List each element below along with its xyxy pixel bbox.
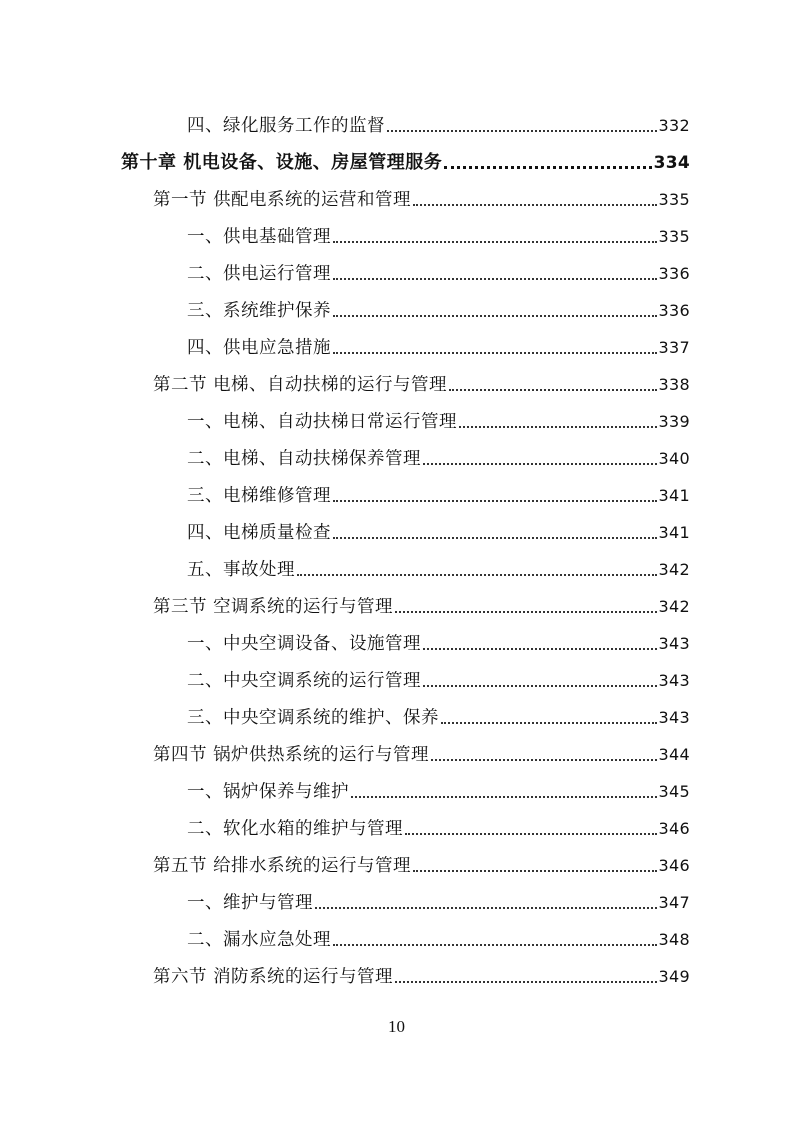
toc-entry-page: 346 [658, 819, 690, 838]
toc-entry[interactable] [187, 396, 690, 433]
toc-entry-title: 三、系统维护保养 [187, 301, 331, 321]
dot-leader [315, 907, 657, 909]
toc-entry-title: 三、中央空调系统的维护、保养 [187, 708, 439, 728]
dot-leader [441, 722, 657, 724]
toc-entry-page: 335 [658, 227, 690, 246]
toc-entry-page: 342 [658, 560, 690, 579]
toc-entry-page: 344 [658, 745, 690, 764]
toc-entry-page: 341 [658, 523, 690, 542]
dot-leader [351, 796, 657, 798]
page-number: 10 [388, 1017, 405, 1036]
toc-entry[interactable] [187, 914, 690, 951]
toc-entry-page: 341 [658, 486, 690, 505]
toc-entry[interactable] [187, 803, 690, 840]
dot-leader [413, 870, 656, 872]
dot-leader [423, 685, 657, 687]
toc-entry[interactable] [153, 840, 690, 877]
toc-entry-page: 332 [658, 116, 690, 135]
toc-entry-page: 343 [658, 708, 690, 727]
dot-leader [297, 574, 657, 576]
toc-entry[interactable] [121, 137, 690, 174]
toc-entry[interactable] [187, 248, 690, 285]
toc-entry-title: 第四节 锅炉供热系统的运行与管理 [153, 745, 430, 765]
dot-leader [459, 426, 657, 428]
toc-entry[interactable] [153, 174, 690, 211]
toc-entry-title: 二、中央空调系统的运行管理 [187, 671, 421, 691]
dot-leader [333, 315, 657, 317]
toc-entry-page: 338 [658, 375, 690, 394]
toc-entry-page: 343 [658, 671, 690, 690]
toc-entry[interactable] [187, 618, 690, 655]
toc-entry-title: 第一节 供配电系统的运营和管理 [153, 190, 412, 210]
toc-entry-title: 第六节 消防系统的运行与管理 [153, 967, 394, 987]
dot-leader [387, 130, 657, 132]
toc-entry-page: 347 [658, 893, 690, 912]
dot-leader [444, 166, 651, 169]
toc-entry[interactable] [187, 655, 690, 692]
dot-leader [333, 278, 657, 280]
toc-entry-title: 二、软化水箱的维护与管理 [187, 819, 403, 839]
toc-entry-page: 334 [653, 153, 690, 173]
dot-leader [431, 759, 656, 761]
toc-entry-title: 一、维护与管理 [187, 893, 313, 913]
toc-entry-page: 337 [658, 338, 690, 357]
toc-entry-title: 一、供电基础管理 [187, 227, 331, 247]
toc-entry-title: 第十章 机电设备、设施、房屋管理服务 [121, 152, 443, 173]
toc-entry-page: 343 [658, 634, 690, 653]
toc-entry-title: 四、电梯质量检查 [187, 523, 331, 543]
dot-leader [395, 611, 656, 613]
dot-leader [405, 833, 657, 835]
toc-entry-page: 346 [658, 856, 690, 875]
toc-entry-page: 336 [658, 264, 690, 283]
toc-entry-title: 一、中央空调设备、设施管理 [187, 634, 421, 654]
dot-leader [333, 352, 657, 354]
toc-entry[interactable] [187, 100, 690, 137]
dot-leader [449, 389, 656, 391]
toc-entry[interactable] [153, 729, 690, 766]
toc-entry[interactable] [153, 951, 690, 988]
toc-entry-page: 342 [658, 597, 690, 616]
dot-leader [413, 204, 656, 206]
toc-entry[interactable] [187, 433, 690, 470]
toc-entry[interactable] [187, 211, 690, 248]
dot-leader [333, 500, 657, 502]
dot-leader [333, 241, 657, 243]
toc-entry-title: 第五节 给排水系统的运行与管理 [153, 856, 412, 876]
toc-entry[interactable] [153, 581, 690, 618]
toc-entry-page: 339 [658, 412, 690, 431]
toc-entry-title: 一、锅炉保养与维护 [187, 782, 349, 802]
toc-entry-page: 336 [658, 301, 690, 320]
toc-entry[interactable] [187, 322, 690, 359]
toc-entry[interactable] [187, 470, 690, 507]
toc-entry-page: 349 [658, 967, 690, 986]
toc-entry[interactable] [187, 285, 690, 322]
toc-entry-title: 二、漏水应急处理 [187, 930, 331, 950]
toc-entry[interactable] [187, 692, 690, 729]
toc-entry-title: 第二节 电梯、自动扶梯的运行与管理 [153, 375, 448, 395]
dot-leader [395, 981, 656, 983]
dot-leader [423, 648, 657, 650]
toc-entry[interactable] [187, 766, 690, 803]
toc-entry-title: 二、供电运行管理 [187, 264, 331, 284]
toc-entry-page: 348 [658, 930, 690, 949]
toc-entry-title: 二、电梯、自动扶梯保养管理 [187, 449, 421, 469]
toc-entry-title: 第三节 空调系统的运行与管理 [153, 597, 394, 617]
dot-leader [423, 463, 657, 465]
toc-entry-title: 四、绿化服务工作的监督 [187, 116, 385, 136]
dot-leader [333, 537, 657, 539]
toc-entry-title: 三、电梯维修管理 [187, 486, 331, 506]
toc-entry[interactable] [153, 359, 690, 396]
toc-entry-page: 345 [658, 782, 690, 801]
dot-leader [333, 944, 657, 946]
toc-entry-page: 335 [658, 190, 690, 209]
toc-entry-title: 四、供电应急措施 [187, 338, 331, 358]
toc-entry-title: 五、事故处理 [187, 560, 295, 580]
toc-entry-title: 一、电梯、自动扶梯日常运行管理 [187, 412, 457, 432]
toc-entry[interactable] [187, 544, 690, 581]
toc-entry[interactable] [187, 877, 690, 914]
toc-entry-page: 340 [658, 449, 690, 468]
toc-entry[interactable] [187, 507, 690, 544]
